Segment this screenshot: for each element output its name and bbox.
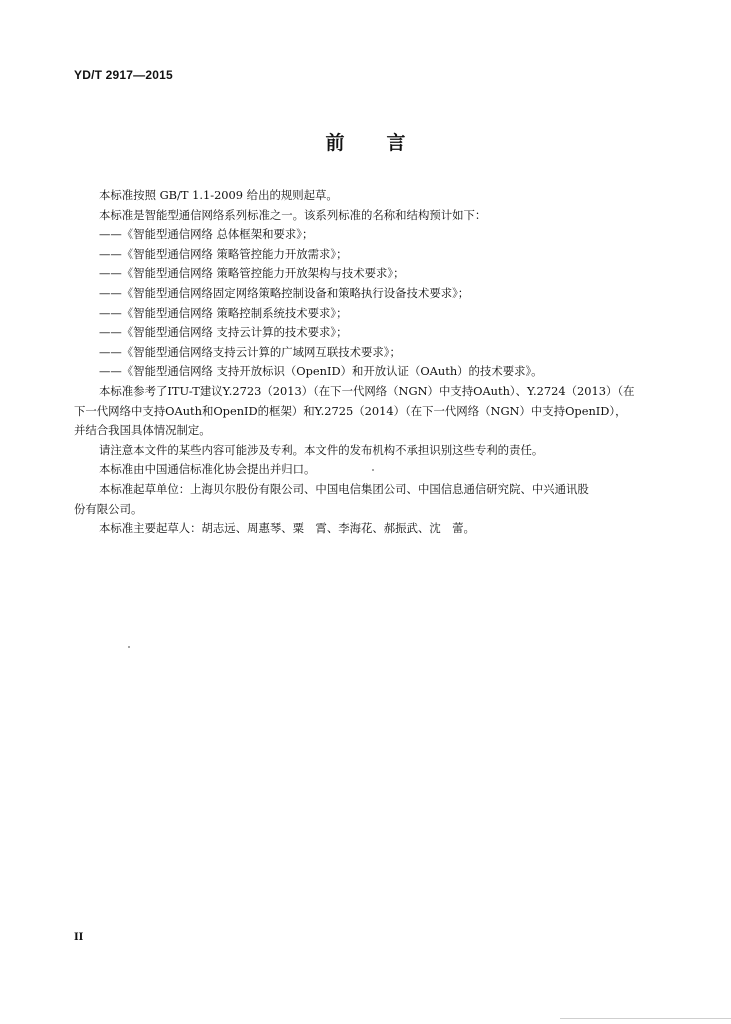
document-number: YD/T 2917—2015: [74, 68, 173, 82]
paragraph-series-intro: 本标准是智能型通信网络系列标准之一。该系列标准的名称和结构预计如下：: [99, 207, 487, 222]
list-item: ——《智能型通信网络 支持开放标识（OpenID）和开放认证（OAuth）的技术要求》。: [99, 364, 543, 379]
page-title: [0, 128, 731, 155]
scan-speck: [372, 469, 374, 471]
page-number: II: [74, 932, 84, 943]
list-item: ——《智能型通信网络固定网络策略控制设备和策略执行设备技术要求》；: [99, 285, 470, 300]
list-item: ——《智能型通信网络 支持云计算的技术要求》；: [99, 325, 348, 340]
foreword-body: [74, 186, 662, 539]
paragraph-proposer: 本标准由中国通信标准化协会提出并归口。: [99, 462, 316, 477]
paragraph-references-line-1: 本标准参考了ITU-T建议Y.2723（2013）（在下一代网络（NGN）中支持OAuth）、Y.2724（2013）（在: [99, 383, 635, 398]
title-char-2: 言: [386, 132, 406, 154]
paragraph-references-line-3: 并结合我国具体情况制定。: [74, 423, 211, 438]
list-item: ——《智能型通信网络 策略管控能力开放架构与技术要求》；: [99, 266, 405, 281]
series-list: [74, 225, 662, 382]
list-item: ——《智能型通信网络支持云计算的广域网互联技术要求》；: [99, 344, 401, 359]
paragraph-references-line-2: 下一代网络中支持OAuth和OpenID的框架）和Y.2725（2014）（在下一代网络（NGN）中支持OpenID），: [74, 403, 627, 418]
paragraph-drafting-units-line-1: 本标准起草单位：上海贝尔股份有限公司、中国电信集团公司、中国信息通信研究院、中兴通讯股: [99, 481, 589, 496]
scan-edge-line: [560, 1018, 731, 1019]
scan-speck: [128, 646, 130, 648]
paragraph-drafting-units-line-2: 份有限公司。: [74, 501, 143, 516]
title-char-1: 前: [325, 132, 345, 154]
paragraph-drafting-rules: 本标准按照 GB/T 1.1-2009 给出的规则起草。: [99, 188, 338, 202]
list-item: ——《智能型通信网络 策略管控能力开放需求》；: [99, 246, 348, 261]
paragraph-drafters: 本标准主要起草人：胡志远、周惠琴、粟 霄、李海花、郝振武、沈 蕾。: [99, 521, 475, 536]
paragraph-patent-notice: 请注意本文件的某些内容可能涉及专利。本文件的发布机构不承担识别这些专利的责任。: [99, 442, 544, 457]
list-item: ——《智能型通信网络 策略控制系统技术要求》；: [99, 305, 348, 320]
list-item: ——《智能型通信网络 总体框架和要求》；: [99, 227, 314, 242]
